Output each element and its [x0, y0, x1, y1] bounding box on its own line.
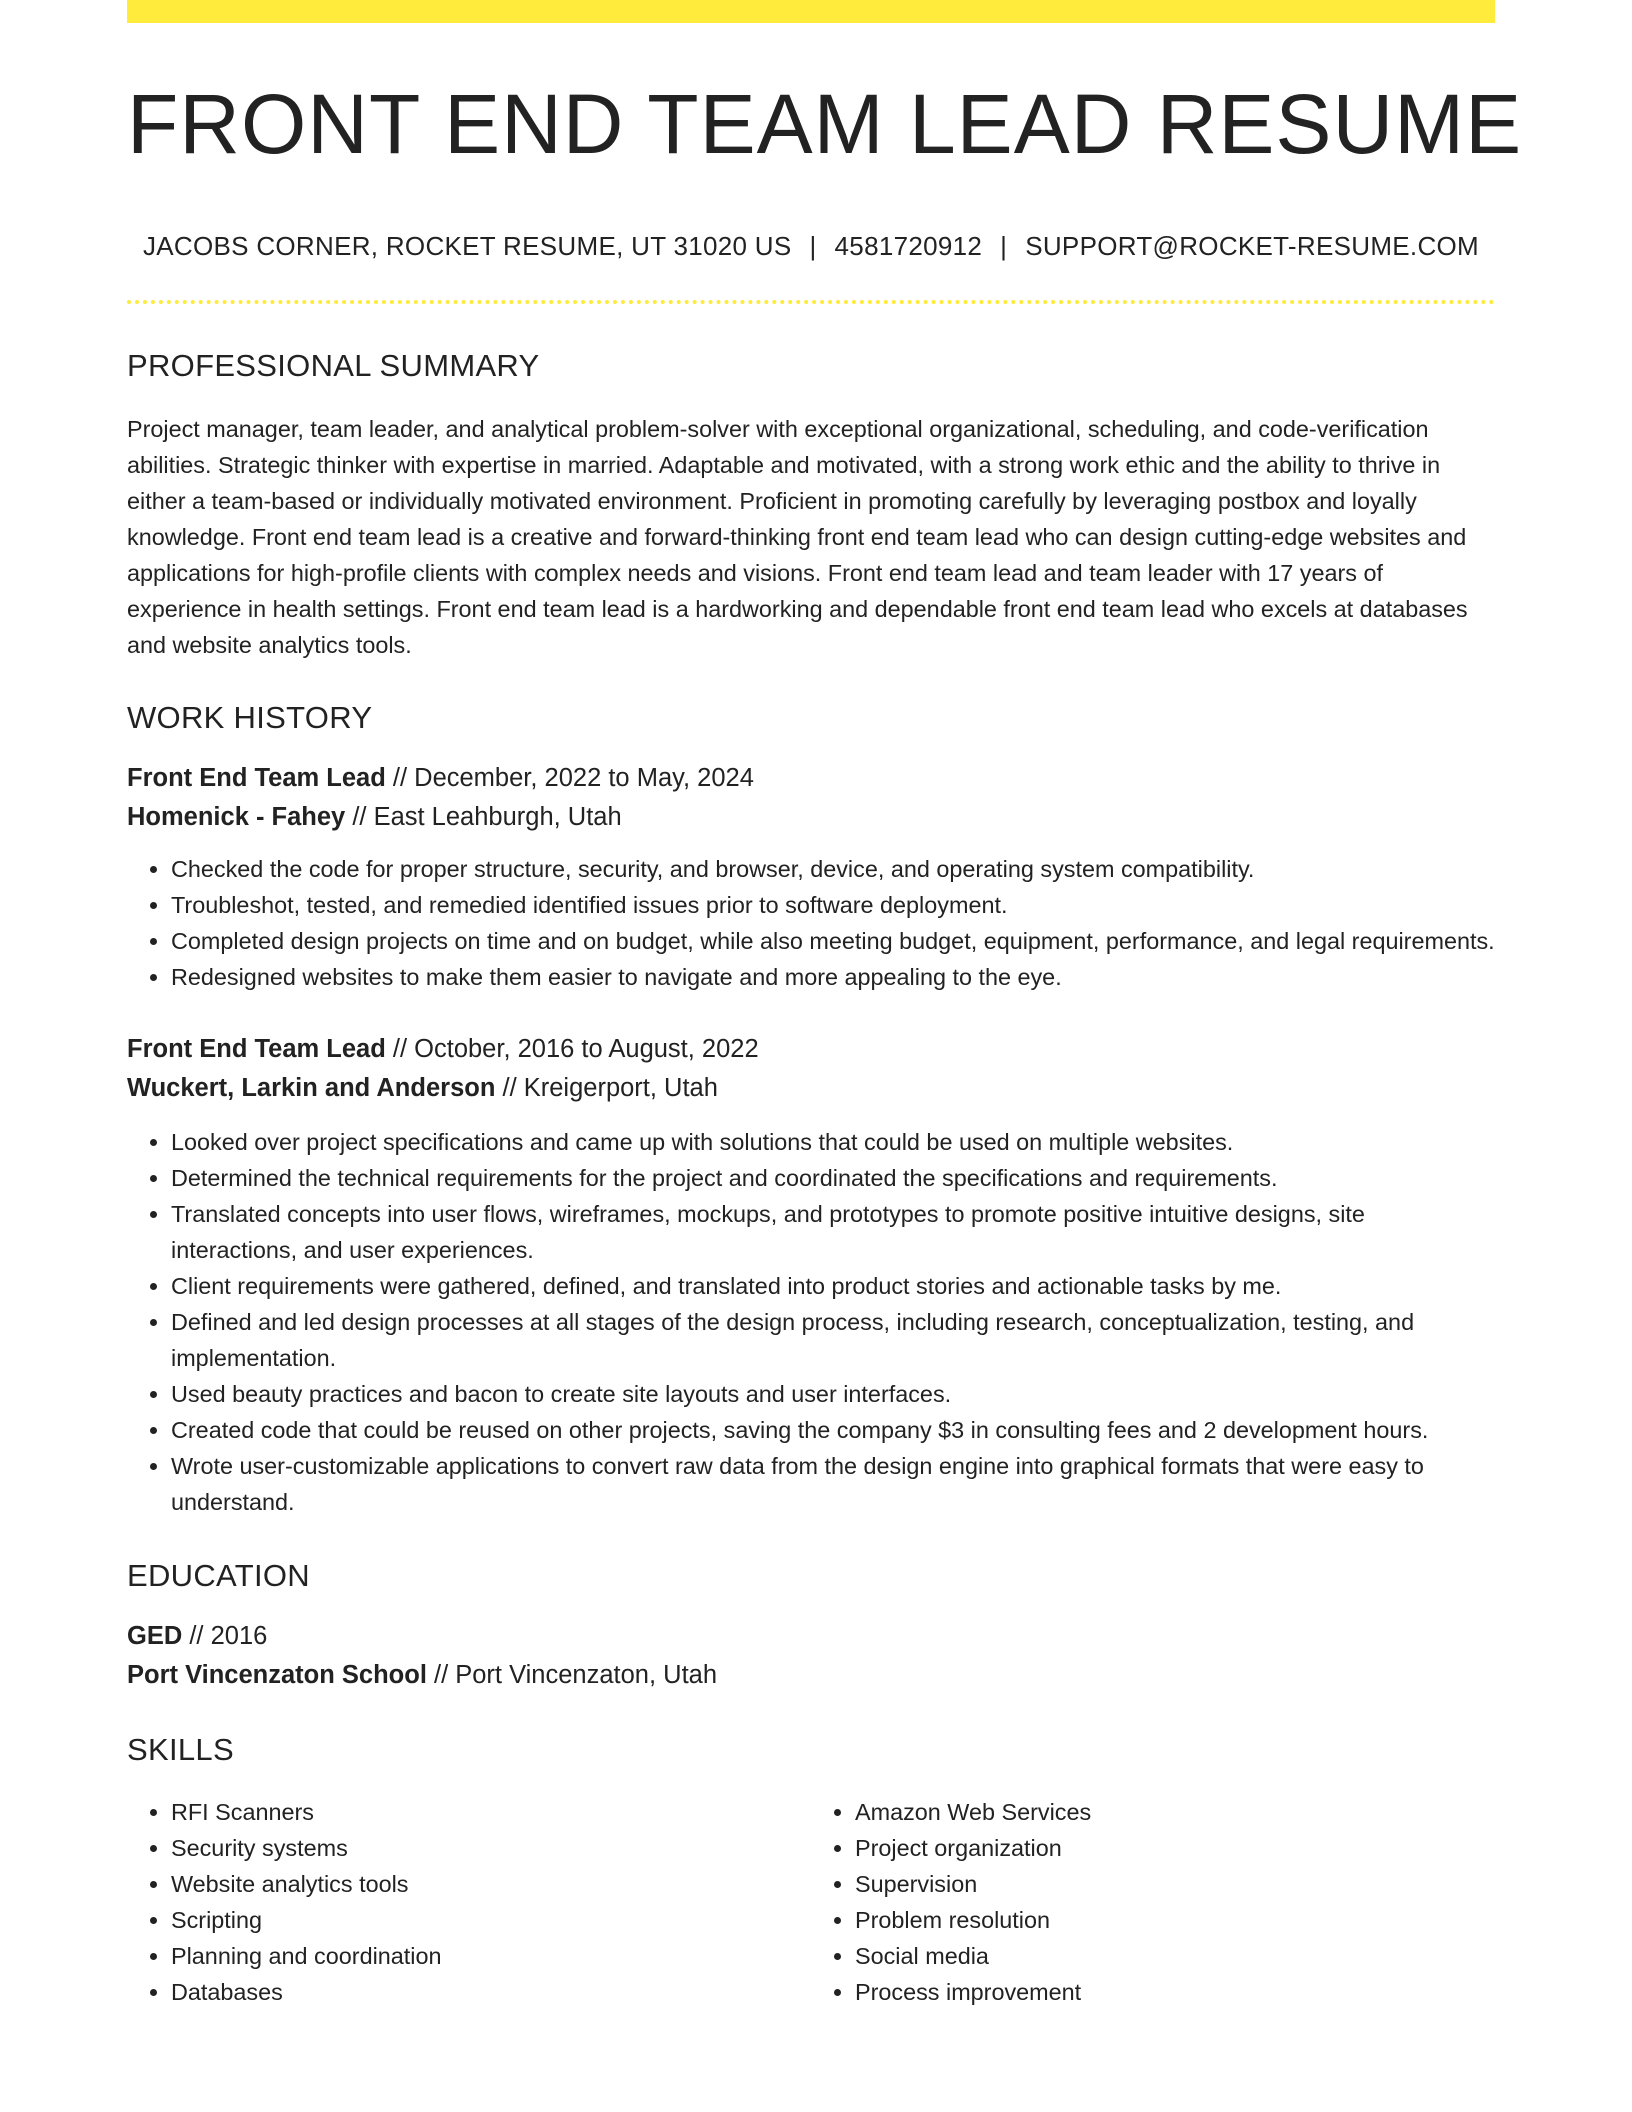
job-title: Front End Team Lead: [127, 1035, 386, 1063]
job-bullets: [127, 851, 1495, 995]
job-bullet: • Checked the code for proper structure, security, and browser, device, and operating system compatibility.: [171, 851, 1495, 887]
skill-item: • Social media: [855, 1938, 1495, 1974]
job-entry: [127, 759, 1495, 995]
skill-item: • Process improvement: [855, 1974, 1495, 2010]
resume-page: [127, 0, 1523, 2010]
job-company-line: [127, 1069, 1495, 1108]
skill-item: • Supervision: [855, 1866, 1495, 1902]
education-school: Port Vincenzaton School: [127, 1661, 427, 1689]
job-title: Front End Team Lead: [127, 764, 386, 792]
contact-phone: 4581720912: [834, 231, 983, 261]
job-dates: // December, 2022 to May, 2024: [385, 764, 754, 792]
skill-item: • Planning and coordination: [171, 1938, 811, 1974]
job-bullet: • Redesigned websites to make them easier to navigate and more appealing to the eye.: [171, 959, 1495, 995]
job-bullet: • Wrote user-customizable applications to convert raw data from the design engine into graphical formats that were easy to understand.: [171, 1448, 1495, 1520]
resume-title: FRONT END TEAM LEAD RESUME: [127, 77, 1523, 171]
work-history-heading: WORK HISTORY: [127, 700, 373, 735]
skill-item: • Databases: [171, 1974, 811, 2010]
skill-item: • Website analytics tools: [171, 1866, 811, 1902]
job-bullet: • Troubleshot, tested, and remedied identified issues prior to software deployment.: [171, 887, 1495, 923]
skills-left-list: [127, 1794, 811, 2010]
job-bullets: [127, 1124, 1495, 1520]
education-entry: [127, 1617, 1495, 1695]
job-bullet: • Created code that could be reused on other projects, saving the company $3 in consulting fees and 2 development hours.: [171, 1412, 1495, 1448]
education-year: // 2016: [182, 1622, 268, 1650]
summary-heading: PROFESSIONAL SUMMARY: [127, 348, 540, 383]
job-company: Wuckert, Larkin and Anderson: [127, 1074, 496, 1102]
job-bullet: • Defined and led design processes at all stages of the design process, including research, conceptualization, testing, and implementation.: [171, 1304, 1495, 1376]
job-bullet: • Translated concepts into user flows, wireframes, mockups, and prototypes to promote positive intuitive designs, site interactions, and user experiences.: [171, 1196, 1495, 1268]
education-degree-line: [127, 1617, 1495, 1656]
skills-right-list: [811, 1794, 1495, 2010]
job-bullet: • Determined the technical requirements for the project and coordinated the specifications and requirements.: [171, 1160, 1495, 1196]
job-bullet: • Used beauty practices and bacon to create site layouts and user interfaces.: [171, 1376, 1495, 1412]
job-bullet: • Looked over project specifications and came up with solutions that could be used on multiple websites.: [171, 1124, 1495, 1160]
job-bullet: • Completed design projects on time and on budget, while also meeting budget, equipment, performance, and legal requirements.: [171, 923, 1495, 959]
skill-item: • RFI Scanners: [171, 1794, 811, 1830]
contact-separator: |: [809, 231, 817, 261]
contact-line: [127, 231, 1495, 262]
job-bullet: • Client requirements were gathered, defined, and translated into product stories and actionable tasks by me.: [171, 1268, 1495, 1304]
skills-columns: [127, 1794, 1495, 2010]
education-degree: GED: [127, 1622, 183, 1650]
job-title-line: [127, 759, 1495, 798]
job-company-line: [127, 798, 1495, 837]
skill-item: • Security systems: [171, 1830, 811, 1866]
education-school-line: [127, 1656, 1495, 1695]
job-title-line: [127, 1030, 1495, 1069]
top-accent-bar: [127, 0, 1495, 23]
job-location: // Kreigerport, Utah: [495, 1074, 718, 1102]
job-location: // East Leahburgh, Utah: [345, 803, 622, 831]
skill-item: • Project organization: [855, 1830, 1495, 1866]
job-dates: // October, 2016 to August, 2022: [385, 1035, 759, 1063]
contact-email: SUPPORT@ROCKET-RESUME.COM: [1025, 231, 1480, 261]
skill-item: • Scripting: [171, 1902, 811, 1938]
job-entry: [127, 1030, 1495, 1520]
skills-heading: SKILLS: [127, 1732, 234, 1767]
education-heading: EDUCATION: [127, 1558, 310, 1593]
contact-address: JACOBS CORNER, ROCKET RESUME, UT 31020 US: [142, 231, 792, 261]
summary-text: Project manager, team leader, and analytical problem-solver with exceptional organizational, scheduling, and code-verification abilities. Strategic thinker with expertise in married. Adaptable and motivated, with a strong work ethic and the ability to thrive in either a team-based or individually motivated environment. Proficient in promoting carefully by leveraging postbox and loyally knowledge. Front end team lead is a creative and forward-thinking front end team lead who can design cutting-edge websites and applications for high-profile clients with complex needs and visions. Front end team lead and team leader with 17 years of experience in health settings. Front end team lead is a hardworking and dependable front end team lead who excels at databases and website analytics tools.: [127, 416, 1468, 658]
dotted-divider: [127, 300, 1495, 304]
education-location: // Port Vincenzaton, Utah: [426, 1661, 718, 1689]
job-company: Homenick - Fahey: [127, 803, 346, 831]
skill-item: • Problem resolution: [855, 1902, 1495, 1938]
skill-item: • Amazon Web Services: [855, 1794, 1495, 1830]
contact-separator: |: [1000, 231, 1008, 261]
